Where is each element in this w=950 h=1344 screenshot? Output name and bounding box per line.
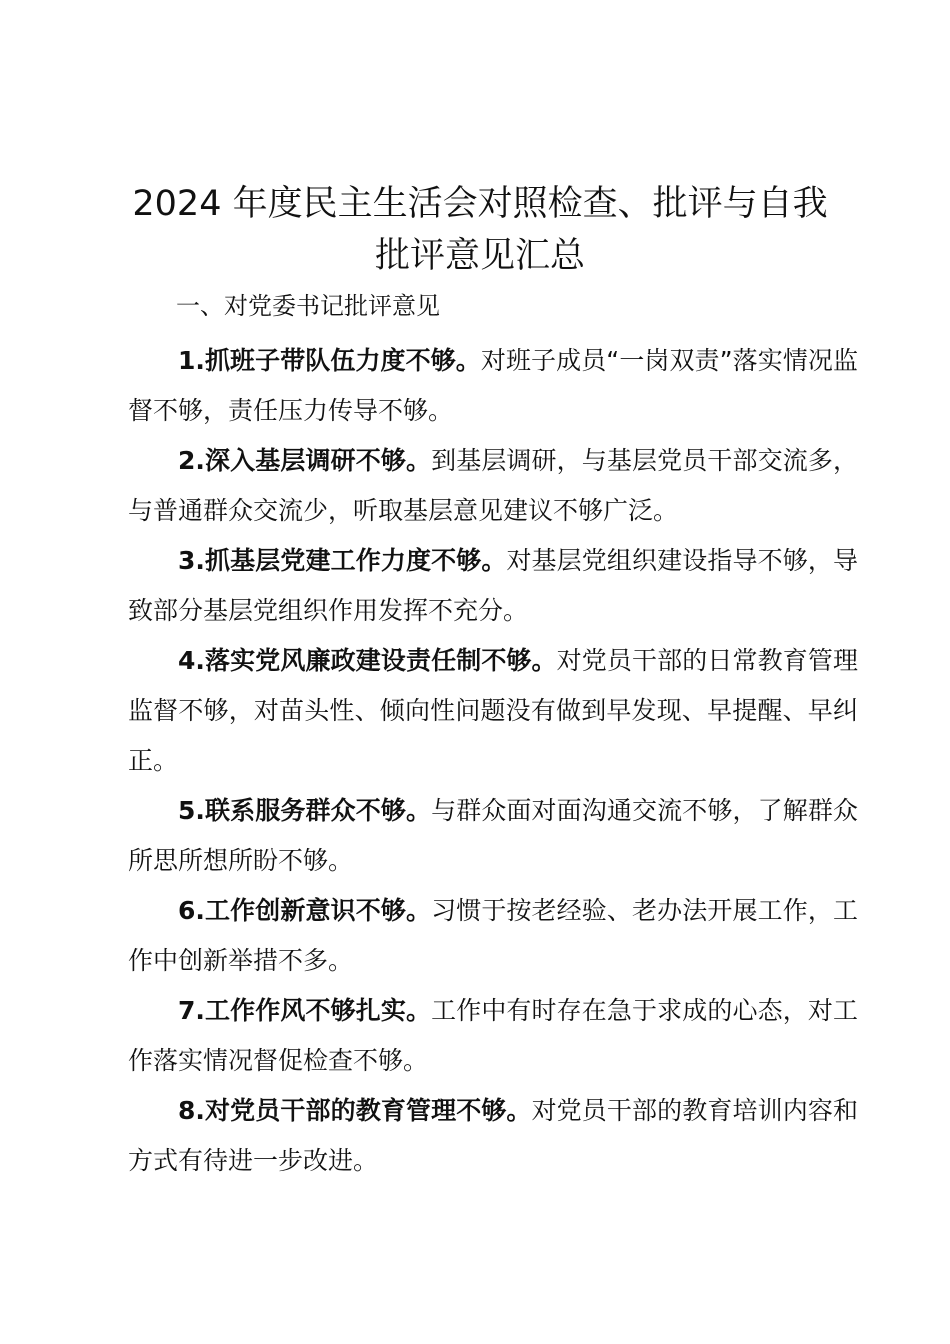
criticism-item-4 — [128, 636, 858, 786]
item-heading: 2.深入基层调研不够。 — [178, 446, 432, 475]
criticism-item-1 — [128, 336, 858, 436]
item-heading: 8.对党员干部的教育管理不够。 — [178, 1096, 532, 1125]
criticism-item-7 — [128, 986, 858, 1086]
item-heading: 6.工作创新意识不够。 — [178, 896, 432, 925]
item-body: 对党员干部的日常教育管理监督不够，对苗头性、倾向性问题没有做到早发现、早提醒、早纠正。 — [128, 646, 858, 775]
item-heading: 7.工作作风不够扎实。 — [178, 996, 432, 1025]
item-body: 对党员干部的教育培训内容和方式有待进一步改进。 — [128, 1096, 858, 1175]
item-body: 习惯于按老经验、老办法开展工作，工作中创新举措不多。 — [128, 896, 858, 975]
item-heading: 5.联系服务群众不够。 — [178, 796, 432, 825]
item-body: 对基层党组织建设指导不够，导致部分基层党组织作用发挥不充分。 — [128, 546, 858, 625]
item-body: 对班子成员“一岗双责”落实情况监督不够，责任压力传导不够。 — [128, 346, 858, 425]
criticism-item-3 — [128, 536, 858, 636]
criticism-item-2 — [128, 436, 858, 536]
item-heading: 3.抓基层党建工作力度不够。 — [178, 546, 507, 575]
item-heading: 1.抓班子带队伍力度不够。 — [178, 346, 481, 375]
criticism-item-5 — [128, 786, 858, 886]
criticism-item-6 — [128, 886, 858, 986]
section-heading: 一、对党委书记批评意见 — [176, 292, 440, 320]
document-title-line-2: 批评意见汇总 — [374, 236, 585, 276]
document-title — [100, 178, 860, 282]
criticism-item-8 — [128, 1086, 858, 1186]
item-heading: 4.落实党风廉政建设责任制不够。 — [178, 646, 557, 675]
item-body: 工作中有时存在急于求成的心态，对工作落实情况督促检查不够。 — [128, 996, 858, 1075]
document-title-line-1: 2024 年度民主生活会对照检查、批评与自我 — [132, 184, 828, 224]
item-body: 到基层调研，与基层党员干部交流多，与普通群众交流少，听取基层意见建议不够广泛。 — [128, 446, 858, 525]
item-body: 与群众面对面沟通交流不够，了解群众所思所想所盼不够。 — [128, 796, 858, 875]
criticism-list — [128, 336, 858, 1186]
